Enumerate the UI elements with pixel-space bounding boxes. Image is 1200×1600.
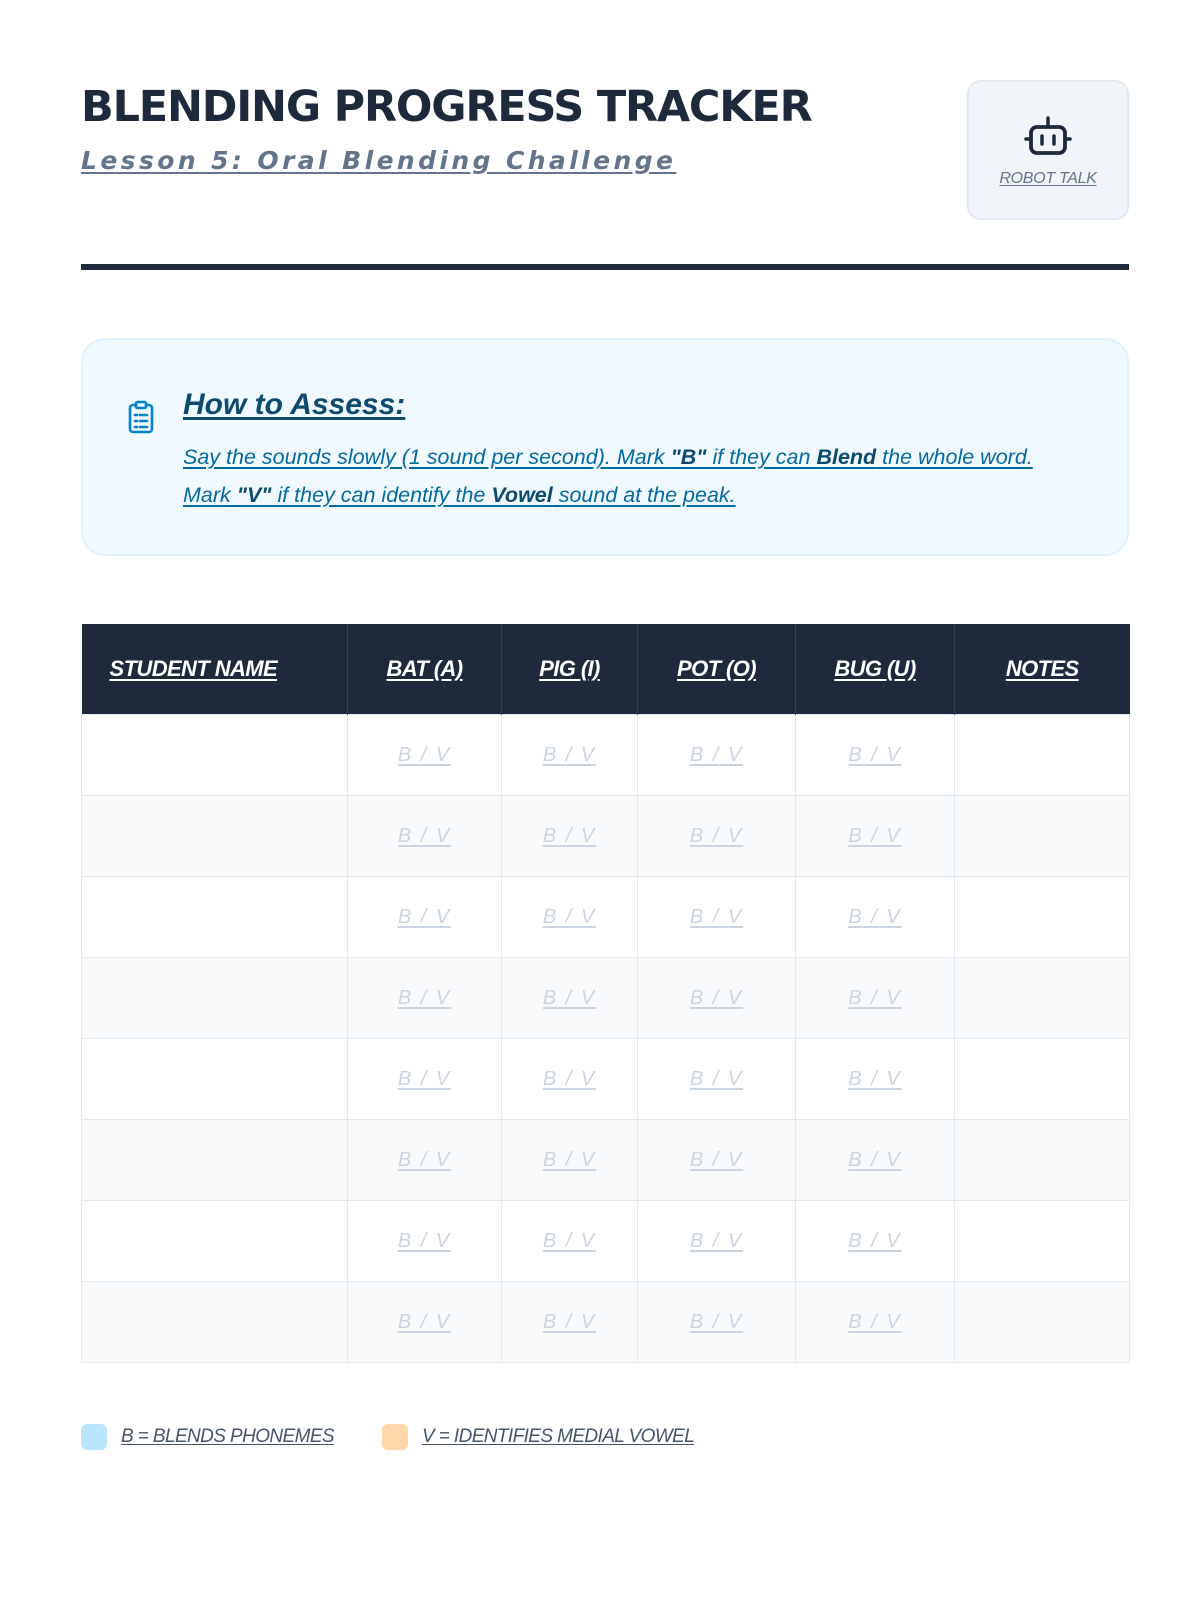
mark-placeholder: B / V: [542, 905, 597, 928]
mark-placeholder: B / V: [689, 1067, 744, 1090]
mark-placeholder: B / V: [542, 986, 597, 1009]
robot-icon: [1023, 114, 1073, 160]
table-row: [82, 715, 1130, 796]
mark-cell[interactable]: [638, 715, 796, 796]
mark-cell[interactable]: [348, 958, 502, 1039]
student-name-cell[interactable]: [82, 1201, 348, 1282]
student-name-cell[interactable]: [82, 1282, 348, 1363]
mark-placeholder: B / V: [689, 1229, 744, 1252]
mark-placeholder: B / V: [397, 1310, 452, 1333]
notes-cell[interactable]: [955, 1282, 1130, 1363]
mark-cell[interactable]: [348, 796, 502, 877]
instructions-text: Say the sounds slowly (1 sound per second). Mark "B" if they can Blend the whole word. Mark "V" if they can identify the Vowel sound at the peak.: [183, 445, 1033, 507]
mark-placeholder: B / V: [689, 905, 744, 928]
legend-label: B = BLENDS PHONEMES: [121, 1426, 334, 1447]
mark-placeholder: B / V: [848, 1310, 902, 1333]
mark-cell[interactable]: [638, 1282, 796, 1363]
mark-cell[interactable]: [796, 1120, 955, 1201]
student-name-cell[interactable]: [82, 1039, 348, 1120]
mark-cell[interactable]: [348, 1282, 502, 1363]
notes-cell[interactable]: [955, 1039, 1130, 1120]
badge-label: ROBOT TALK: [999, 170, 1097, 187]
mark-placeholder: B / V: [689, 1148, 744, 1171]
mark-placeholder: B / V: [848, 1067, 902, 1090]
worksheet-header: [81, 80, 1129, 220]
mark-cell[interactable]: [502, 1120, 638, 1201]
mark-placeholder: B / V: [689, 986, 744, 1009]
mark-placeholder: B / V: [848, 1229, 902, 1252]
notes-cell[interactable]: [955, 1120, 1130, 1201]
mark-cell[interactable]: [502, 958, 638, 1039]
mark-placeholder: B / V: [848, 1148, 902, 1171]
table-body: [82, 715, 1130, 1363]
table-row: [82, 958, 1130, 1039]
mark-cell[interactable]: [638, 1120, 796, 1201]
mark-cell[interactable]: [638, 1039, 796, 1120]
mark-cell[interactable]: [502, 715, 638, 796]
clipboard-list-icon: [127, 400, 155, 434]
notes-cell[interactable]: [955, 958, 1130, 1039]
student-name-cell[interactable]: [82, 877, 348, 958]
mark-placeholder: B / V: [848, 824, 902, 847]
mark-placeholder: B / V: [848, 905, 902, 928]
mark-placeholder: B / V: [397, 824, 452, 847]
header-divider: [81, 264, 1129, 270]
mark-cell[interactable]: [638, 877, 796, 958]
mark-placeholder: B / V: [397, 905, 452, 928]
mark-placeholder: B / V: [542, 1229, 597, 1252]
table-row: [82, 1282, 1130, 1363]
mark-placeholder: B / V: [542, 743, 597, 766]
mark-cell[interactable]: [796, 1282, 955, 1363]
instructions-title: How to Assess:: [183, 388, 406, 421]
mark-cell[interactable]: [796, 1039, 955, 1120]
mark-placeholder: B / V: [689, 1310, 744, 1333]
mark-placeholder: B / V: [689, 743, 744, 766]
table-row: [82, 1120, 1130, 1201]
mark-cell[interactable]: [638, 796, 796, 877]
legend-swatch-blue: [81, 1424, 107, 1450]
mark-placeholder: B / V: [542, 1310, 597, 1333]
mark-placeholder: B / V: [397, 1148, 452, 1171]
instructions-box: [81, 338, 1129, 556]
notes-cell[interactable]: [955, 715, 1130, 796]
mark-placeholder: B / V: [397, 743, 452, 766]
student-name-cell[interactable]: [82, 958, 348, 1039]
column-header-pot: POT (O): [638, 624, 796, 715]
lesson-subtitle: Lesson 5: Oral Blending Challenge: [81, 146, 677, 175]
mark-placeholder: B / V: [542, 1148, 597, 1171]
mark-placeholder: B / V: [848, 986, 902, 1009]
mark-cell[interactable]: [348, 1120, 502, 1201]
page-title: BLENDING PROGRESS TRACKER: [81, 82, 812, 132]
mark-placeholder: B / V: [542, 1067, 597, 1090]
mark-cell[interactable]: [796, 796, 955, 877]
mark-cell[interactable]: [348, 715, 502, 796]
mark-placeholder: B / V: [397, 1067, 452, 1090]
notes-cell[interactable]: [955, 796, 1130, 877]
mark-cell[interactable]: [796, 958, 955, 1039]
mark-cell[interactable]: [502, 877, 638, 958]
student-name-cell[interactable]: [82, 1120, 348, 1201]
mark-cell[interactable]: [348, 877, 502, 958]
table-row: [82, 1201, 1130, 1282]
mark-placeholder: B / V: [848, 743, 902, 766]
mark-cell[interactable]: [348, 1201, 502, 1282]
notes-cell[interactable]: [955, 877, 1130, 958]
mark-placeholder: B / V: [397, 1229, 452, 1252]
table-row: [82, 796, 1130, 877]
progress-table: [81, 624, 1130, 1363]
column-header-pig: PIG (I): [502, 624, 638, 715]
mark-cell[interactable]: [796, 1201, 955, 1282]
robot-talk-badge: [967, 80, 1129, 220]
student-name-cell[interactable]: [82, 796, 348, 877]
worksheet-page: [81, 80, 1129, 1447]
mark-cell[interactable]: [502, 1201, 638, 1282]
table-row: [82, 877, 1130, 958]
mark-cell[interactable]: [796, 877, 955, 958]
mark-cell[interactable]: [502, 1282, 638, 1363]
table-header-row: [82, 624, 1130, 715]
table-row: [82, 1039, 1130, 1120]
mark-placeholder: B / V: [542, 824, 597, 847]
mark-cell[interactable]: [348, 1039, 502, 1120]
mark-cell[interactable]: [638, 958, 796, 1039]
legend-swatch-orange: [382, 1424, 408, 1450]
mark-cell[interactable]: [638, 1201, 796, 1282]
column-header-student-name: STUDENT NAME: [82, 624, 348, 715]
mark-cell[interactable]: [796, 715, 955, 796]
column-header-bug: BUG (U): [796, 624, 955, 715]
mark-cell[interactable]: [502, 1039, 638, 1120]
student-name-cell[interactable]: [82, 715, 348, 796]
mark-cell[interactable]: [502, 796, 638, 877]
column-header-bat: BAT (A): [348, 624, 502, 715]
mark-placeholder: B / V: [689, 824, 744, 847]
legend-label: V = IDENTIFIES MEDIAL VOWEL: [422, 1426, 695, 1447]
notes-cell[interactable]: [955, 1201, 1130, 1282]
mark-placeholder: B / V: [397, 986, 452, 1009]
column-header-notes: NOTES: [955, 624, 1130, 715]
